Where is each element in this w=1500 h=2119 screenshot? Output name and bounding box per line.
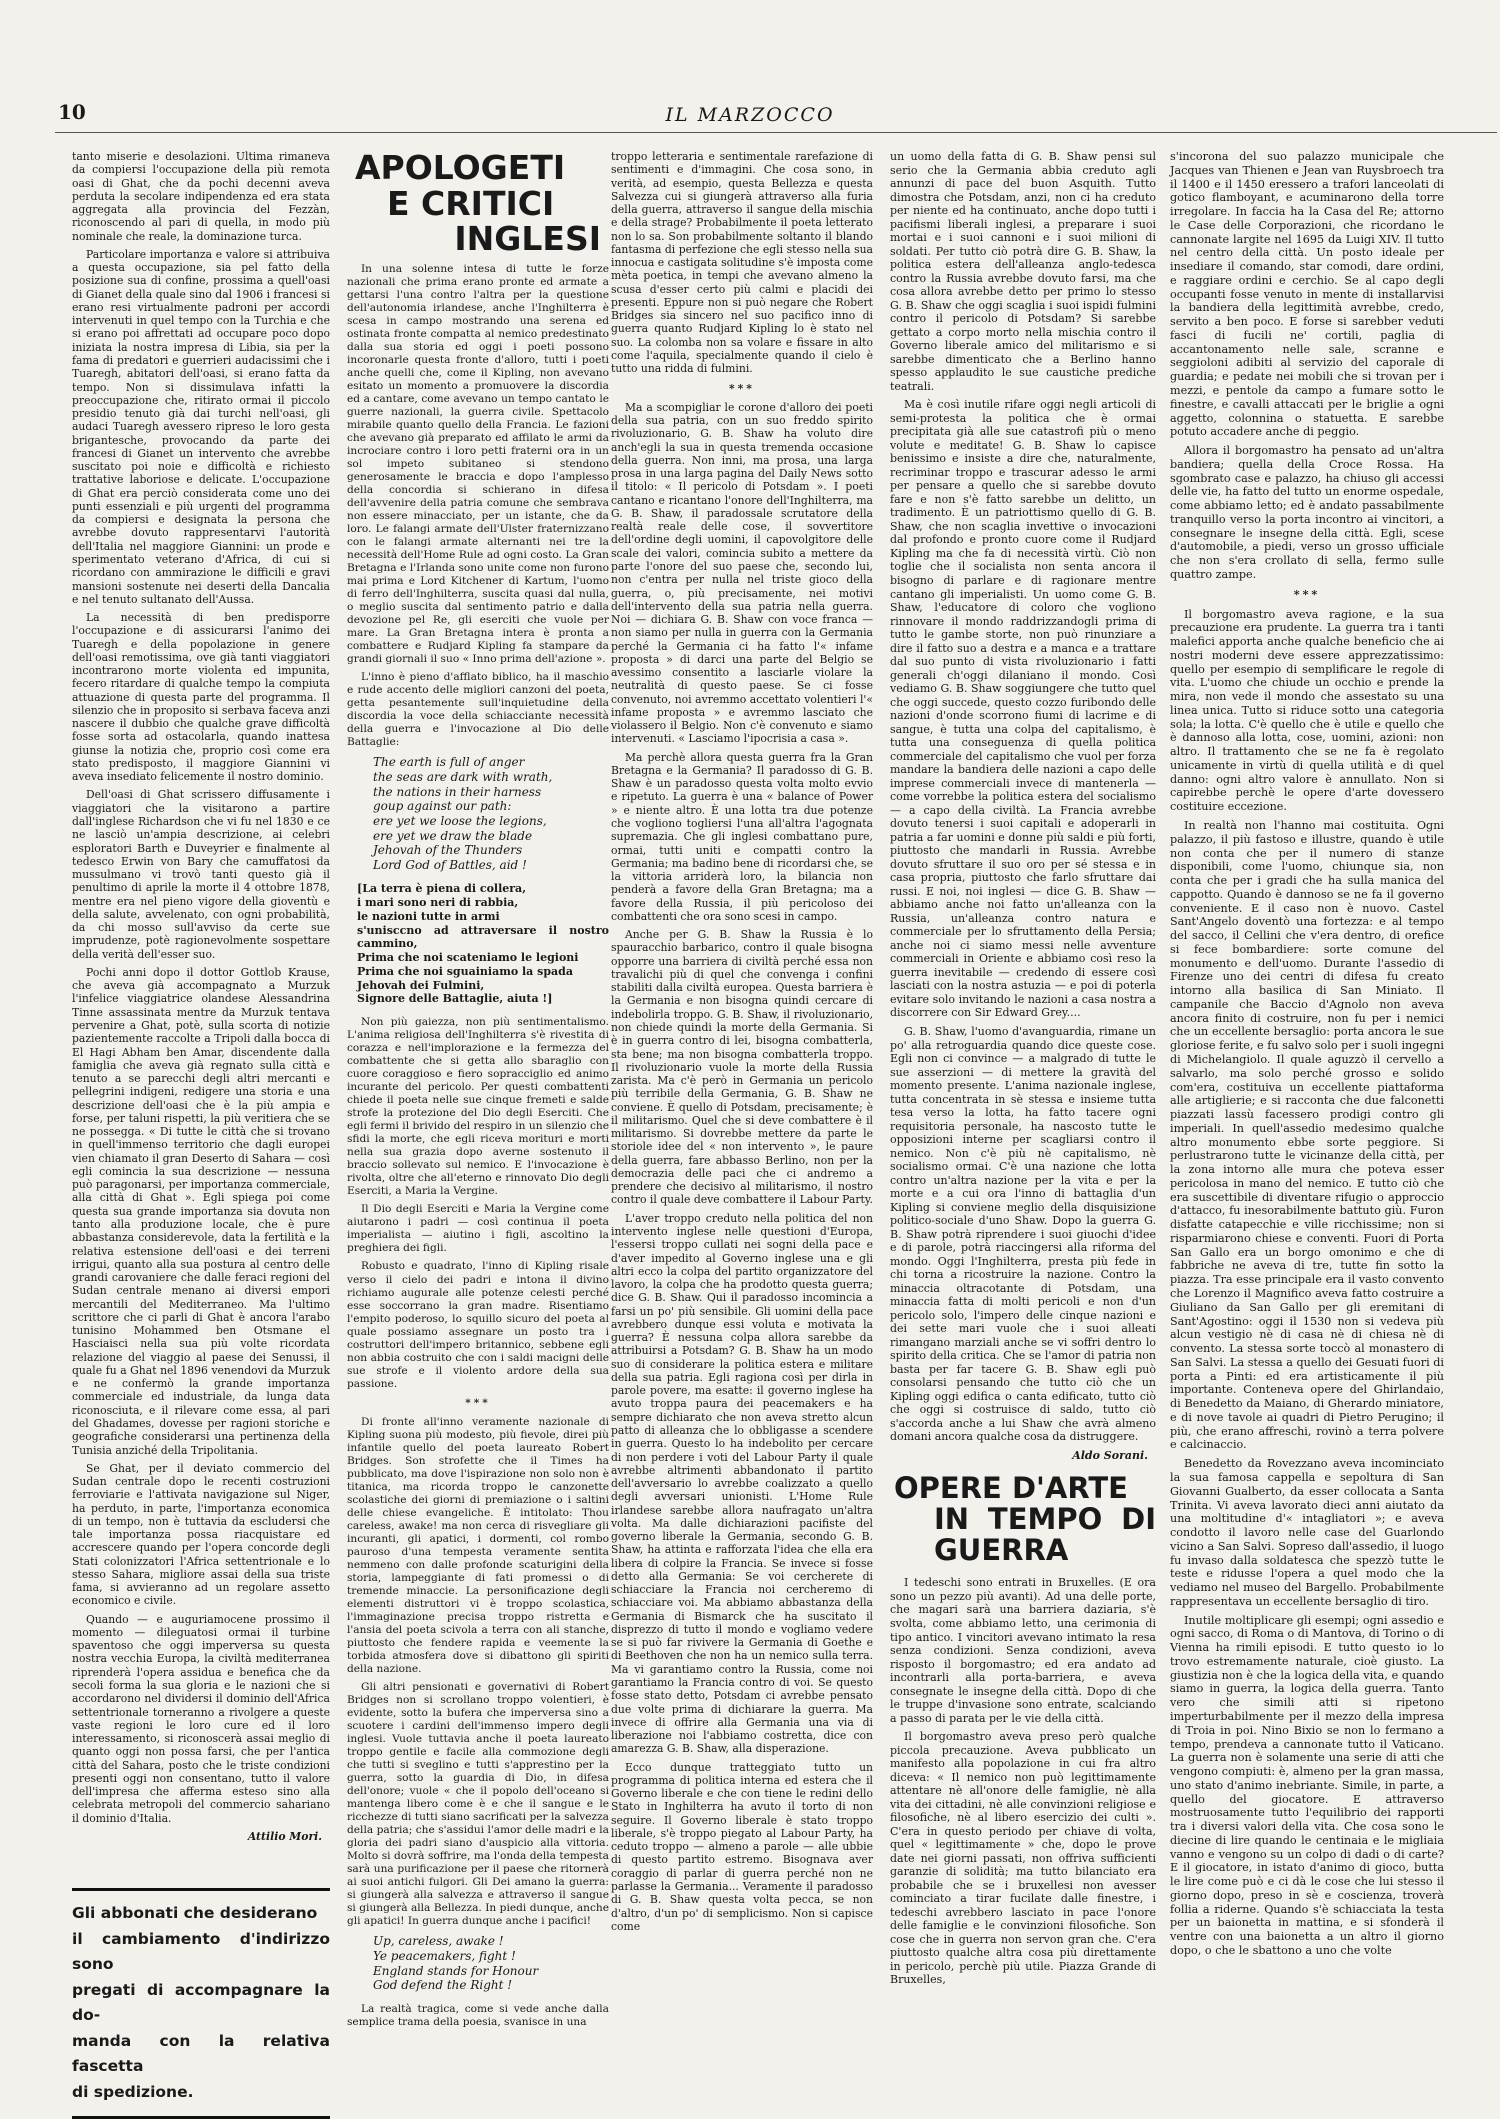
- paragraph: Il Dio degli Eserciti e Maria la Vergine come aiutarono i padri — così continua il poeta imperialista — aiutino i figli, ascoltino la preghiera dei figli.: [347, 1203, 609, 1255]
- poem-line: Prima che noi scateniamo le legioni: [357, 951, 579, 965]
- poem-translation: [357, 882, 609, 1006]
- poem-line: God defend the Right !: [373, 1978, 513, 1993]
- paragraph: Gli altri pensionati e governativi di Robert Bridges non si scrollano troppo volentieri, è evidente, sotto la bufera che imperversa sino a scuotere i cardini dell'immenso impero degli inglesi. Vuole tuttavia anche il poeta laureato troppo gentile e facile alla commozione degli che tutti si sveglino e tutti s'apprestino per la guerra, sotto la guardia di Dio, in difesa dell'onore; vuole « che il popolo dell'oceano si mantenga libero come è e che il sangue e le ricchezze di tutti siano sacrificati per la salvezza della patria; che s'assidui l'amor delle madri e la gloria dei padri siano d'auspicio alla vittoria. Molto si dovrà soffrire, ma l'onda della tempesta sarà una purificazione per il paese che ritornerà ai suoi antichi fulgori. Gli Dei amano la guerra: si giungerà alla salvezza e attraverso il sangue si giungerà alla Bellezza. In piedi dunque, anche gli apatici! In guerra dunque anche i pacifici!: [347, 1680, 609, 1928]
- paragraph: Ecco dunque tratteggiato tutto un programma di politica interna ed estera che il Governo liberale e che con tiene le redini dello Stato in Inghilterra ha avuto il torto di non seguire. Il Governo liberale è stato troppo liberale, s'è troppo piegato al Labour Party, ha ceduto troppo — almeno a parole — alle ubbie di questo partito estremo. Bisognava aver coraggio di parlar di guerra perché non ne parlasse la Germania... Veramente il paradosso di G. B. Shaw questa volta pecca, se non d'altro, d'un po' di semplicismo. Non si capisce come: [611, 1760, 873, 1933]
- article-title: [890, 1469, 1156, 1577]
- column-1: [72, 150, 330, 1849]
- paragraph: Pochi anni dopo il dottor Gottlob Krause, che aveva già accompagnato a Murzuk l'infelice viaggiatrice olandese Alessandrina Tinne assassinata mentre da Murzuk tentava pervenire a Ghat, potè, sulla scorta di notizie pazientemente raccolte a Tripoli dalla bocca di El Hagi Abham ben Amar, discendente dalla famiglia che aveva già regnato sulla città e tenuto a se parecchi degli altri mercanti e pellegrini indigeni, redigere una storia e una descrizione dell'oasi che è la più ampia e forse, per taluni rispetti, la più veritiera che se ne possegga. « Di tutte le città che si trovano in quell'immenso territorio che dagli europei vien chiamato il gran Deserto di Sahara — così egli comincia la sua descrizione — nessuna può paragonarsi, per importanza commerciale, alla città di Ghat ». Egli spiega poi come questa sua grande importanza sia dovuta non tanto alla produzione locale, che è pure abbastanza considerevole, data la fertilità e la relativa estensione dell'oasi e dei terreni irrigui, quanto alla sua postura al centro delle grandi carovaniere che dalle feraci regioni del Sudan centrale menano ai diversi empori mercantili del Mediterraneo. Ma l'ultimo scrittore che ci parli di Ghat è ancora l'arabo tunisino Mohammed ben Otsmane el Hasciaisci nella sua più volte ricordata relazione del viaggio al paese dei Senussi, il quale fu a Ghat nel 1896 venendovi da Murzuk e ne confermò la grande importanza commerciale ed industriale, da lunga data riconosciuta, e il rilevare come essa, al pari del Ghadames, dovesse per ragioni storiche e geografiche considerarsi una pertinenza della Tunisia anziché della Tripolitania.: [72, 965, 330, 1457]
- running-head: IL MARZOCCO: [665, 104, 835, 126]
- column-2: [347, 150, 609, 2034]
- paragraph: Inutile moltiplicare gli esempi; ogni assedio e ogni sacco, di Roma o di Mantova, di Torino o di Vienna ha rimili episodi. E tutto questo io lo trovo estremamente naturale, cioè giusto. La giustizia non è che la logica della vita, e quando siamo in guerra, la logica della guerra. Tanto vero che simili atti si ripetono imperturbabilmente per il mezzo della impresa di Troia in poi. Nino Bixio se non lo fermano a tempo, prendeva a cannonate tutto il Vaticano. La guerra non è solamente una serie di atti che vengono compiuti: è, almeno per la gran massa, uno stato d'animo inebriante. Simile, in parte, a quello del giocatore. E attraverso mostruosamente tutto l'equilibrio dei rapporti tra i diversi valori della vita. Che cosa sono le diecine di lire quando le centinaia e le migliaia vanno e vengono su un colpo di dadi o di carte? E il giocatore, in istato d'animo di gioco, butta le lire come può e ci dà le cose che lui stesso il giorno dopo, preso in sè e coscienza, troverà follia a riderne. Quando s'è schiacciata la testa per un baionetta in mattina, e si sfonderà il ventre con una baionetta a un altro il giorno dopo, o che le sbattono a uno che volte: [1170, 1613, 1444, 1957]
- article-signature: Aldo Sorani.: [1072, 1448, 1148, 1462]
- paragraph: L'inno è pieno d'afflato biblico, ha il maschio e rude accento delle migliori canzoni del poeta, getta pesantemente sull'inquietudine della discordia la voce della schiacciante necessità della guerra e l'invocazione al Dio delle Battaglie:: [347, 671, 609, 749]
- poem-line: Up, careless, awake !: [373, 1934, 504, 1949]
- paragraph: Benedetto da Rovezzano aveva incominciato la sua famosa cappella e sepoltura di San Giovanni Gualberto, da esser collocata a Santa Trinita. Vi aveva lavorato dieci anni aiutato da una moltitudine d'« intagliatori »; e aveva condotto il lavoro nelle case del Guarlondo vicino a San Salvi. Sopreso dall'assedio, il luogo fu invaso dalla soldatesca che spezzò tutte le teste e ridusse l'opera a quel modo che la vediamo nel museo del Bargello. Probabilmente rappresentava un eccellente bersaglio di tiro.: [1170, 1457, 1444, 1608]
- poem-line: goup against our path:: [373, 799, 512, 814]
- paragraph: Ma a scompigliar le corone d'alloro dei poeti della sua patria, con un suo freddo spirito rivoluzionario, G. B. Shaw ha voluto dire anch'egli la sua in questa tremenda occasione della guerra. Non inni, ma prosa, una larga prosa in una larga pagina del Daily News sotto il titolo: « Il pericolo di Potsdam ». I poeti cantano e ricantano l'onore dell'Inghilterra, ma G. B. Shaw, il paradossale scrutatore della realtà reale delle cose, il sovvertitore dell'ordine degli uomini, il capovolgitore delle scale dei valori, comincia subito a mettere da parte l'onore del suo paese che, secondo lui, non c'entra per nulla nel triste gioco della guerra, o, più precisamente, nei motivi dell'intervento della sua patria nella guerra. Noi — dichiara G. B. Shaw con voce franca — non siamo per nulla in guerra con la Germania perché la Germania ci ha fatto l'« infame proposta » di darci una parte del Belgio se avessimo consentito a lasciarle violare la neutralità di questo paese. Se ci fosse convenuto, noi avremmo accettato volentieri l'« infame proposta » e avremmo lasciato che violassero il Belgio. Non c'è convenuto e siamo intervenuti. « Lasciamo l'ipocrisia a casa ».: [611, 400, 873, 746]
- poem-line: i mari sono neri di rabbia,: [357, 896, 519, 910]
- poem-line: Ye peacemakers, fight !: [373, 1948, 516, 1963]
- bridges-poem: [373, 1934, 609, 1993]
- column-5: [1170, 150, 1444, 1963]
- poem-line: Signore delle Battaglie, aiuta !]: [357, 992, 553, 1006]
- paragraph: Particolare importanza e valore si attribuiva a questa occupazione, sia pel fatto della posizione sua di confine, prossima a quell'oasi di Gianet della quale sino dal 1906 i francesi si erano resi virtualmente padroni per accordi intervenuti in quel tempo con la Turchia e che si erano poi affrettati ad occupare poco dopo iniziata la nostra impresa di Libia, sia per la fama di predatori e guerrieri audacissimi che i Tuaregh, abitatori dell'oasi, si erano fatta da tempo. Non si dissimulava infatti la preoccupazione che, ritirato ormai il piccolo presidio tenuto già dai turchi nell'oasi, gli audaci Tuaregh avessero ripreso le loro gesta brigantesche, provocando da parte dei francesi di Gianet un intervento che avrebbe suscitato poi noie e difficoltà e richiesto trattative laboriose e delicate. L'occupazione di Ghat era perciò considerata come uno dei punti essenziali e più urgenti del programma da compiersi e designata la persona che avrebbe dovuto rappresentarvi l'autorità dell'Italia nel maggiore Giannini: un prode e sperimentato veterano d'Africa, di cui si ricordano con ammirazione le difficili e gravi mansioni sostenute nei deserti della Dancalia e nel tenuto sultanato dell'Aussa.: [72, 247, 330, 606]
- article-title: [347, 150, 609, 257]
- title-line: IN TEMPO DI GUERRA: [934, 1501, 1156, 1568]
- poem-line: ere yet we draw the blade: [373, 828, 533, 843]
- paragraph: Robusto e quadrato, l'inno di Kipling risale verso il cielo dei padri e intona il divino richiamo augurale alle potenze celesti perché esse soccorrano la gran madre. Risentiamo l'empito poderoso, lo squillo sicuro del poeta al quale possiamo assegnare un posto tra i costruttori dell'impero britannico, sebbene egli non abbia costruito che con i saldi macigni delle sue strofe e il violento ardore della sua passione.: [347, 1260, 609, 1390]
- notice-line: di spedizione.: [72, 2082, 194, 2101]
- paragraph: G. B. Shaw, l'uomo d'avanguardia, rimane un po' alla retroguardia quando dice queste cose. Egli non ci convince — a malgrado di tutte le sue asserzioni — di mettere la gravità del momento presente. L'anima nazionale inglese, tutta concentrata in sè stessa e insieme tutta tesa verso la lotta, ha fatto tacere ogni requisitoria personale, ha nascosto tutte le opposizioni interne per scagliarsi contro il nemico. Non c'è più nè capitalismo, nè socialismo ormai. C'è una nazione che lotta contro un'altra nazione per la vita e per la morte e a cui ora l'inno di battaglia d'un Kipling si conviene meglio della disquisizione politico-sociale d'uno Shaw. Dopo la guerra G. B. Shaw potrà riprendere i suoi giuochi d'idee e di parole, potrà riaccingersi alla riforma del mondo. Oggi l'Inghilterra, presta più fede in chi torna a ricostruire la nazione. Contro la minaccia oltracotante di Potsdam, una minaccia fatta di molti pericoli e non d'un pericolo solo, l'impero delle cinque nazioni e dei sette mari vuole che i suoi alleati rimangano marziali anche se vi soffri dentro lo spirito della critica. Che se l'amor di patria non basta per far tacere G. B. Shaw egli può consolarsi pensando che tutto ciò che un Kipling oggi edifica o canta edificato, tutto ciò che oggi si costruisce di saldo, tutto ciò s'accorda anche a lui Shaw che avrà almeno domani ancora qualche cosa da distruggere.: [890, 1025, 1156, 1444]
- column-3: [611, 150, 873, 1938]
- paragraph: Ma perchè allora questa guerra fra la Gran Bretagna e la Germania? Il paradosso di G. B. Shaw è un paradosso questa volta molto evvio e ripetuto. La guerra è una « balance of Power » e niente altro. È una lotta tra due potenze che vogliono togliersi l'una all'altra l'agognata supremazia. Che gli inglesi combattano pure, ormai, tutti uniti e compatti contro la Germania; ma badino bene di ricordarsi che, se la vittoria arriderà loro, la bilancia non penderà a favore della Gran Bretagna; ma a favore della Russia, il più pericoloso dei combattenti che ora sono scesi in campo.: [611, 750, 873, 923]
- title-line: APOLOGETI: [355, 148, 566, 187]
- paragraph: Allora il borgomastro ha pensato ad un'altra bandiera; quella della Croce Rossa. Ha sgombrato case e palazzo, ha chiuso gli accessi delle vie, ha fatto del tutto un enorme ospedale, come abbiamo letto; ed è andato passabilmente tranquillo verso la porta incontro ai vincitori, a consegnare le insegne della città. Egli, scese d'automobile, a piedi, verso un grosso ufficiale che non s'era crollato di sella, fermo sulle quattro zampe.: [1170, 444, 1444, 581]
- section-separator: ***: [729, 381, 755, 395]
- paragraph: Non più gaiezza, non più sentimentalismo. L'anima religiosa dell'Inghilterra s'è rivestita di corazza e nell'implorazione e la fermezza del combattente che si getta allo sbaraglio con cuore coraggioso e fiero sopracciglio ed animo incurante del pericolo. Per questi combattenti chiede il poeta nelle sue cinque fremeti e salde strofe la protezione del Dio degli Eserciti. Che egli fermi il brivido del respiro in un silenzio che sfidi la morte, che egli riceva morituri e morti nella sua grazia dopo averne sostenuto il braccio sollevato sul nemico. E l'invocazione è rivolta, oltre che all'eterno e rinnovato Dio degli Eserciti, a Maria la Vergine.: [347, 1016, 609, 1198]
- paragraph: Il borgomastro aveva ragione, e la sua precauzione era prudente. La guerra tra i tanti malefici apporta anche qualche beneficio che ai nostri moderni deve essere apprezzatissimo: quello per esempio di semplificare le regole di vita. L'uomo che chiude un occhio e prende la mira, non vede il mondo che assestato su una linea unica. Tutto si riduce sotto una categoria sola; la lotta. C'è quello che è utile e quello che è dannoso alla lotta, cose, uomini, azioni: non altro. Il trattamento che se ne fa è regolato unicamente in virtù di quella utilità e di quel danno: ogni altro valore è annullato. Non si capirebbe perchè le opere d'arte dovessero costituire eccezione.: [1170, 607, 1444, 814]
- paragraph: Anche per G. B. Shaw la Russia è lo spauracchio barbarico, contro il quale bisogna opporre una barriera di civiltà perché essa non travalichi più di quel che convenga i confini stabiliti dalla civiltà europea. Questa barriera è la Germania e non bisogna quindi cercare di indebolirla troppo. G. B. Shaw, il rivoluzionario, non chiede quindi la morte della Germania. Si è in guerra contro di lei, bisogna combatterla, sta bene; ma non bisogna combatterla troppo. Il rivoluzionario vuole la morte della Russia zarista. Ma c'è però in Germania un pericolo più terribile della Germania, G. B. Shaw ne conviene. È quello di Potsdam, precisamente; è il militarismo. Quel che si deve combattere è il militarismo. Si dovrebbe mettere da parte le storiole idee del « non intervento », le paure della guerra, fare abbasso Berlino, non per la democrazia delle paci che ci andremo a prendere che decisivo al militarismo, il nostro contro il quale deve combattere il Labour Party.: [611, 928, 873, 1207]
- poem-line: [La terra è piena di collera,: [357, 882, 527, 896]
- section-separator: ***: [1293, 586, 1321, 601]
- notice-line: pregati di accompagnare la do-: [72, 1980, 330, 2025]
- paragraph: un uomo della fatta di G. B. Shaw pensi sul serio che la Germania abbia creduto agli annunzi di pace del buon Asquith. Tutto dimostra che Potsdam, anzi, non ci ha creduto per niente ed ha continuato, anche dopo tutti i pacifismi liberali inglesi, a preparare i suoi mortai e i suoi cannoni e i suoi milioni di soldati. Per tutto ciò potrà dire G. B. Shaw, la politica estera dell'alleanza anglo-tedesca contro la Russia avrebbe dovuto farsi, ma che cosa allora avrebbe detto per primo lo stesso G. B. Shaw che oggi scaglia i suoi ispidi fulmini contro il pericolo di Potsdam? Si sarebbe gettato a corpo morto nella mischia contro il Governo liberale amico del militarismo e si sarebbe dimenticato che a Berlino hanno spesso applaudito le sue caustiche prediche teatrali.: [890, 150, 1156, 393]
- poem-line: the seas are dark with wrath,: [373, 770, 553, 785]
- paragraph: Di fronte all'inno veramente nazionale di Kipling suona più modesto, più fievole, direi più infantile quello del poeta laureato Robert Bridges. Son strofette che il Times ha pubblicato, ma dove l'ispirazione non solo non è titanica, ma ricorda troppo le canzonette scolastiche dei giorni di premiazione o i saltini delle chiese evangeliche. È intitolato: Thou careless, awake! ma non cerca di risvegliare gli incuranti, gli apatici, i dormenti, col rombo pauroso d'una tempesta veramente sentita nemmeno con dalle profonde scaturigini della storia, lampeggiante di fati promessi o di tremende minaccie. La personificazione degli elementi distruttori vi è troppo scolastica, l'immaginazione precisa troppo ristretta e l'ansia del poeta scivola a terra con ali stanche, piuttosto che fendere rapida e veemente la torbida atmosfera dove si dibattono gli spiriti della nazione.: [347, 1415, 609, 1675]
- title-line: E CRITICI: [387, 183, 555, 223]
- poem-line: Jehovah of the Thunders: [373, 843, 523, 858]
- poem-line: the nations in their harness: [373, 784, 542, 799]
- paragraph: In una solenne intesa di tutte le forze nazionali che prima erano pronte ed armate a gettarsi l'una contro l'altra per la questione dell'autonomia irlandese, anche l'Inghilterra è scesa in campo mostrando una serena ed ostinata fronte compatta al nemico predestinato dalla sua storia ed oggi i poeti possono incoronarle questa fronte d'alloro, tutti i poeti anche quelli che, come il Kipling, non avevano esitato un momento a promuovere la discordia ed a cantare, come avevano un tempo cantato le guerre nazionali, la guerra civile. Spettacolo mirabile quanto quello della Francia. Le fazioni che avevano già preparato ed affilato le armi da incrociare contro i loro petti fraterni ora in un sol impeto subitaneo si stendono generosamente le braccia e dopo l'amplesso della concordia si schierano in difesa dell'avvenire della patria comune che sembrava non essere minacciato, per un istante, che da loro. Le falangi armate dell'Ulster fraternizzano con le falangi armate alternanti nei tre la necessità dell'Home Rule ad ogni costo. La Gran Bretagna e l'Irlanda sono unite come non furono mai prima e Lord Kitchener di Kartum, l'uomo di ferro dell'Inghilterra, suscita quasi dal nulla, o meglio suscita dal sentimento patrio e dalla devozione pel Re, gli eserciti che vuole per mare. La Gran Bretagna intera è pronta a combattere e Rudjard Kipling fa stampare da grandi giornali il suo « Inno prima dell'azione ».: [347, 262, 609, 666]
- section-separator: ***: [465, 1396, 491, 1409]
- title-line: INGLESI: [454, 219, 601, 259]
- article-signature: Attilio Mori.: [247, 1829, 322, 1843]
- subscriber-notice: [72, 1888, 330, 2119]
- paragraph: In realtà non l'hanno mai costituita. Ogni palazzo, il più fastoso e illustre, quando è utile non conta che per il numero di stanze disponibili, come l'uomo, chiunque sia, non conta che per i gradi che ha sulla manica del cappotto. Quando è dannoso se ne fa il governo conveniente. E il caso non è nuovo. Castel Sant'Angelo doventò una fortezza: e al tempo del sacco, il Cellini che v'era dentro, di orefice si fece bombardiere: sorte comune del monumento e dell'uomo. Durante l'assedio di Firenze uno dei centri di difesa fu creato intorno alla basilica di San Miniato. Il campanile che Baccio d'Agnolo non aveva ancora finito di costruire, non fu per i nemici che un eccellente bersaglio: porta ancora le sue gloriose ferite, e fu salvo solo per i suoli ingegni di Michelangiolo. Il quale aguzzò il cervello a salvarlo, ma solo perché grosso e solido com'era, costituiva un eccellente piattaforma alle artiglierie; e si racconta che due falconetti piazzati lassù facessero prodigi contro gli imperiali. In quell'assedio medesimo qualche altro monumento ebbe sorte peggiore. Si perlustrarono tutte le vicinanze della città, per la zona intorno alle mura che poteva esser pericolosa in mano del nemico. E tutto ciò che era suscettibile di diventare rifugio o approccio d'attacco, fu inesorabilmente battuto giù. Furon disfatte catapecchie e ville ricchissime; non si risparmiarono chiese e conventi. Fuori di Porta San Gallo era un borgo omonimo e che di fabbriche ne aveva di tre, tutte fin sotto la piazza. Tra esse principale era il vasto convento che Lorenzo il Magnifico aveva fatto costruire a Giuliano da San Gallo per gli eremitani di Sant'Agostino: oggi il 1530 non si vedeva più alcun vestigio nè di casa nè di chiesa nè di convento. La stessa sorte toccò al monastero di San Salvi. La stessa a quello dei Gesuati fuori di porta a Pinti: ed era artisticamente il più importante. Conteneva opere del Ghirlandaio, di Benedetto da Maiano, di Gherardo miniatore, e di nove tavole ai quadri di Pietro Perugino; il più, che erano affreschi, rovinò a terra polvere e calcinaccio.: [1170, 818, 1444, 1452]
- paragraph: Il borgomastro aveva preso però qualche piccola precauzione. Aveva pubblicato un manifesto alla popolazione in cui fra altro diceva: « Il nemico non può legittimamente attentare nè all'onore delle famiglie, nè alla vita dei cittadini, nè alle convinzioni religiose e filosofiche, nè al libero esercizio dei culti ». C'era in questo periodo per chiave di volta, quel « legittimamente » che, dopo le prove date nei giorni passati, non offriva sufficienti garanzie di solidità; ma tutto bilanciato era probabile che se i bruxellesi non avesser cominciato a tirar fucilate dalle finestre, i tedeschi avrebbero lasciato in pace l'onore delle famiglie e le convinzioni filosofiche. Son cose che in guerra non servon gran che. C'era piuttosto qualche altra cosa più direttamente in pericolo, perchè più utile. Piazza Grande di Bruxelles,: [890, 1730, 1156, 1987]
- notice-line: il cambiamento d'indirizzo sono: [72, 1929, 330, 1974]
- poem-line: The earth is full of anger: [373, 755, 525, 770]
- header-rule: [55, 132, 1497, 133]
- notice-line: Gli abbonati che desiderano: [72, 1904, 318, 1922]
- paragraph: L'aver troppo creduto nella politica del non intervento inglese nelle questioni d'Europa, l'essersi troppo cullati nei sogni della pace e d'aver impedito al Governo inglese una e gli altri ecco la colpa del partito organizzatore del lavoro, la colpa che ha prodotto questa guerra; dice G. B. Shaw. Qui il paradosso incomincia a farsi un po' più sensibile. Gli uomini della pace avrebbero dunque essi voluta e motivata la guerra? È nessuna colpa allora sarebbe da attribuirsi a Potsdam? G. B. Shaw ha un modo suo di considerare la politica estera e militare della sua patria. Egli ragiona così per dirla in parole povere, ma esatte: il governo inglese ha avuto troppa paura dei peacemakers e ha sempre dichiarato che non aveva stretto alcun patto di alleanza che lo obbligasse a scendere in guerra. Questo lo ha indebolito per cercare di non perdere i voti del Labour Party il quale avrebbe altrimenti abbandonato il partito dell'avversario lo avrebbe coalizzato a quello degli avversari unionisti. L'Home Rule irlandese sarebbe allora naufragato un'altra volta. Ma dalle dichiarazioni pacifiste del governo liberale la Germania, secondo G. B. Shaw, ha attinta e rafforzata l'idea che ella era libera di colpire la Francia. Se invece si fosse detto alla Germania: Se voi cercherete di schiacciare la Francia noi cercheremo di schiacciare voi. Ma abbiamo abbastanza della Germania di Bismarck che ha suscitato il disprezzo di tutto il mondo e vogliamo vedere se si può far rivivere la Germania di Goethe e di Beethoven che non ha un nemico sulla terra. Ma vi garantiamo contro la Russia, come noi garantiamo la Francia contro di voi. Se questo fosse stato detto, Potsdam ci avrebbe pensato due volte prima di dichiarare la guerra. Ma invece di offrire alla Germania una via di liberazione noi l'abbiamo costretta, dice con amarezza G. B. Shaw, alla disperazione.: [611, 1211, 873, 1756]
- poem-line: le nazioni tutte in armi: [357, 909, 500, 923]
- page-number: 10: [58, 100, 86, 124]
- poem-line: Prima che noi sguainiamo la spada: [357, 964, 573, 978]
- paragraph: Ma è così inutile rifare oggi negli articoli di semi-protesta la politica che è ormai precipitata già alle sue catastrofi più o meno volute e meditate! G. B. Shaw lo capisce benissimo e insiste a dire che, naturalmente, recriminar troppo e trascurar adesso le armi per pensare a quello che si sarebbe dovuto fare e non s'è fatto sarebbe un delitto, un tradimento. È un patriottismo quello di G. B. Shaw, che non scaglia invettive o invocazioni dal profondo e pronto cuore come il Rudjard Kipling ma che fa di necessità virtù. Ciò non toglie che il socialista non senta ancora il bisogno di parlare e di ragionare mentre cantano gli imperialisti. Un uomo come G. B. Shaw, l'educatore di coloro che vogliono rinnovare il mondo raddrizzandogli prima di tutto le gambe storte, non può rinunziare a dire il fatto suo a destra e a manca e a trattare dal suo punto di vista rivoluzionario i fatti generali ch'oggi dilaniano il mondo. Così vediamo G. B. Shaw soggiungere che tutto quel che oggi succede, questo cozzo furibondo delle nazioni d'onde scorrono fiumi di lacrime e di sangue, è tutta una colpa del capitalismo, è tutta una conseguenza di quella politica commerciale del capitalismo che vuol per forza mandare la bandiera delle nazioni a capo delle imprese commerciali invece di mantenerla — come vorrebbe la politica estera del socialismo — a capo della civiltà. La Francia avrebbe dovuto tenersi i suoi capitali e adoperarli in patria a far uomini e donne più saldi e più forti, piuttosto che mandarli in Russia. Avrebbe dovuto sfruttare il suo oro per sé stessa e in casa propria, piuttosto che farlo sfruttare dai russi. E noi, noi inglesi — dice G. B. Shaw — abbiamo anche noi fatto un'alleanza con la Russia, un'alleanza contro natura e commerciale per lo sfruttamento della Persia; anche noi ci siamo messi nelle avventure commerciali in Oriente e abbiamo così reso la guerra inevitabile — credendo di essere così lasciati con la nostra astuzia — e poi di poterla evitare solo invitando le nazioni a casa nostra a discorrere con Sir Edward Grey....: [890, 398, 1156, 1020]
- paragraph: s'incorona del suo palazzo municipale che Jacques van Thienen e Jean van Ruysbroech tra il 1400 e il 1450 eressero a trafori lanceolati di gotico flamboyant, e acuminarono della torre irregolare. In faccia ha la Casa del Re; attorno le Case delle Corporazioni, che ricordano le cannonate largite nel 1695 da Luigi XIV. Il tutto nel centro della città. Un posto ideale per insediare il comando, star comodi, dare ordini, e raggiare ordini e cerchio. Se al capo degli occupanti fosse venuto in mente di installarvisi la bandiera della legittimità avrebbe, credo, servito a ben poco. E forse si sarebber veduti fasci di fucili ne' cortili, paglia di accantonamento nelle sale, scranne e seggioloni adibiti al servizio del caporale di guardia; e pedate nei mobili che si trovan per i mezzi, e pentole da campo a fumare sotto le finestre, e cavalli attaccati per le briglie a ogni aggetto, colonnina o statuetta. E sarebbe potuto accadere anche di peggio.: [1170, 150, 1444, 439]
- paragraph: tanto miserie e desolazioni. Ultima rimaneva da compiersi l'occupazione della più remota oasi di Ghat, che da pochi decenni aveva perduta la secolare indipendenza ed era stata aggregata alla provincia del Fezzàn, riconoscendo al pari di quella, in modo più nominale che reale, la dominazione turca.: [72, 150, 330, 243]
- poem-line: ere yet we loose the legions,: [373, 813, 547, 828]
- poem-line: s'unisccno ad attraversare il nostro cammino,: [357, 923, 609, 951]
- title-line: OPERE D'ARTE: [894, 1470, 1128, 1505]
- column-4: [890, 150, 1156, 1992]
- poem-line: Lord God of Battles, aid !: [373, 857, 527, 872]
- paragraph: Quando — e auguriamocene prossimo il momento — dileguatosi ormai il turbine spaventoso che oggi imperversa su questa nostra vecchia Europa, la civiltà mediterranea riprenderà l'opera assidua e benefica che da secoli forma la sua gloria e le nazioni che si accordarono nel dividersi il dominio dell'Africa settentrionale torneranno a rivolgere a queste vaste regioni le loro cure ed il loro interessamento, si riconoscerà assai meglio di quanto oggi non possa farsi, che per l'antica città del Sahara, posto che le triste condizioni presenti oggi non consentano, tutto il valore dell'impresa che afferma esteso sino alla celebrata metropoli del commercio sahariano il dominio d'Italia.: [72, 1612, 330, 1825]
- paragraph: Dell'oasi di Ghat scrissero diffusamente i viaggiatori che la visitarono a partire dall'inglese Richardson che vi fu nel 1830 e ce ne lasciò un'ampia descrizione, ai celebri esploratori Barth e Duveyrier e finalmente al tedesco Erwin von Bary che camuffatosi da mussulmano vi trovò tanti questo già il penultimo di aprile la morte il 4 ottobre 1878, mentre era nel pieno vigore della gioventù e della salute, avvelenato, con ogni probabilità, da chi mosso sull'avviso da certe sue imprudenze, potè ragionevolmente sospettare della verità dell'esser suo.: [72, 788, 330, 961]
- paragraph: I tedeschi sono entrati in Bruxelles. (E ora sono un pezzo più avanti). Ad una delle porte, che magari sarà una barriera daziaria, s'è svolta, come abbiamo letto, una cerimonia di tipo antico. I vincitori avevano intimato la resa senza condizioni. Senza condizioni, aveva risposto il borgomastro; ed era andato ad incontrarli alla porta-barriera, e aveva consegnate le insegne della città. Dopo di che le truppe d'invasione sono entrate, scalciando a passo di parata per le vie della città.: [890, 1576, 1156, 1725]
- paragraph: troppo letteraria e sentimentale rarefazione di sentimenti e d'immagini. Che cosa sono, in verità, ad esempio, questa Bellezza e questa Salvezza cui si giungerà attraverso alla furia della guerra, attraverso il sangue della mischia e della strage? Probabilmente il poeta letterato non lo sa. Son probabilmente soltanto il blando fantasma di perfezione che egli stesso nella sua innocua e castigata solitudine s'è imposta come mèta poetica, in tempi che avevano almeno la scusa d'esser certo più calmi e placidi dei presenti. Eppure non si può negare che Robert Bridges sia sincero nel suo pacifico inno di guerra quanto Rudjard Kipling lo è stato nel suo. La colomba non sa volare e fissare in alto come l'aquila, specialmente quando il cielo è tutto una ridda di fulmini.: [611, 150, 873, 376]
- paragraph: La realtà tragica, come si vede anche dalla semplice trama della poesia, svanisce in una: [347, 2002, 609, 2028]
- paragraph: La necessità di ben predisporre l'occupazione e di assicurarsi l'animo dei Tuaregh e della popolazione in genere dell'oasi remotissima, ove già tanti viaggiatori incontrarono morte violenta ed impunita, fecero ritardare di qualche tempo la compiuta attuazione di questa parte del programma. Il silenzio che in proposito si serbava faceva anzi nascere il dubbio che qualche grave difficoltà fosse sorta ad ostacolarla, quando inattesa giunse la notizia che, proprio così come era stato predisposto, il maggiore Giannini vi aveva insediato felicemente il nostro dominio.: [72, 611, 330, 784]
- poem-line: England stands for Honour: [373, 1963, 539, 1978]
- notice-line: manda con la relativa fascetta: [72, 2031, 330, 2076]
- kipling-poem: [373, 755, 609, 872]
- paragraph: Se Ghat, per il deviato commercio del Sudan centrale dopo le recenti costruzioni ferroviarie e l'attivata navigazione sul Niger, ha perduto, in parte, l'importanza economica di un tempo, non è tuttavia da escludersi che tale importanza possa riacquistare ed accrescere quando per l'opera concorde degli Stati colonizzatori l'Africa settentrionale e lo stesso Sahara, migliore assai della sua triste fama, si avvieranno ad un regolare assetto economico e civile.: [72, 1461, 330, 1608]
- poem-line: Jehovah dei Fulmini,: [357, 978, 485, 992]
